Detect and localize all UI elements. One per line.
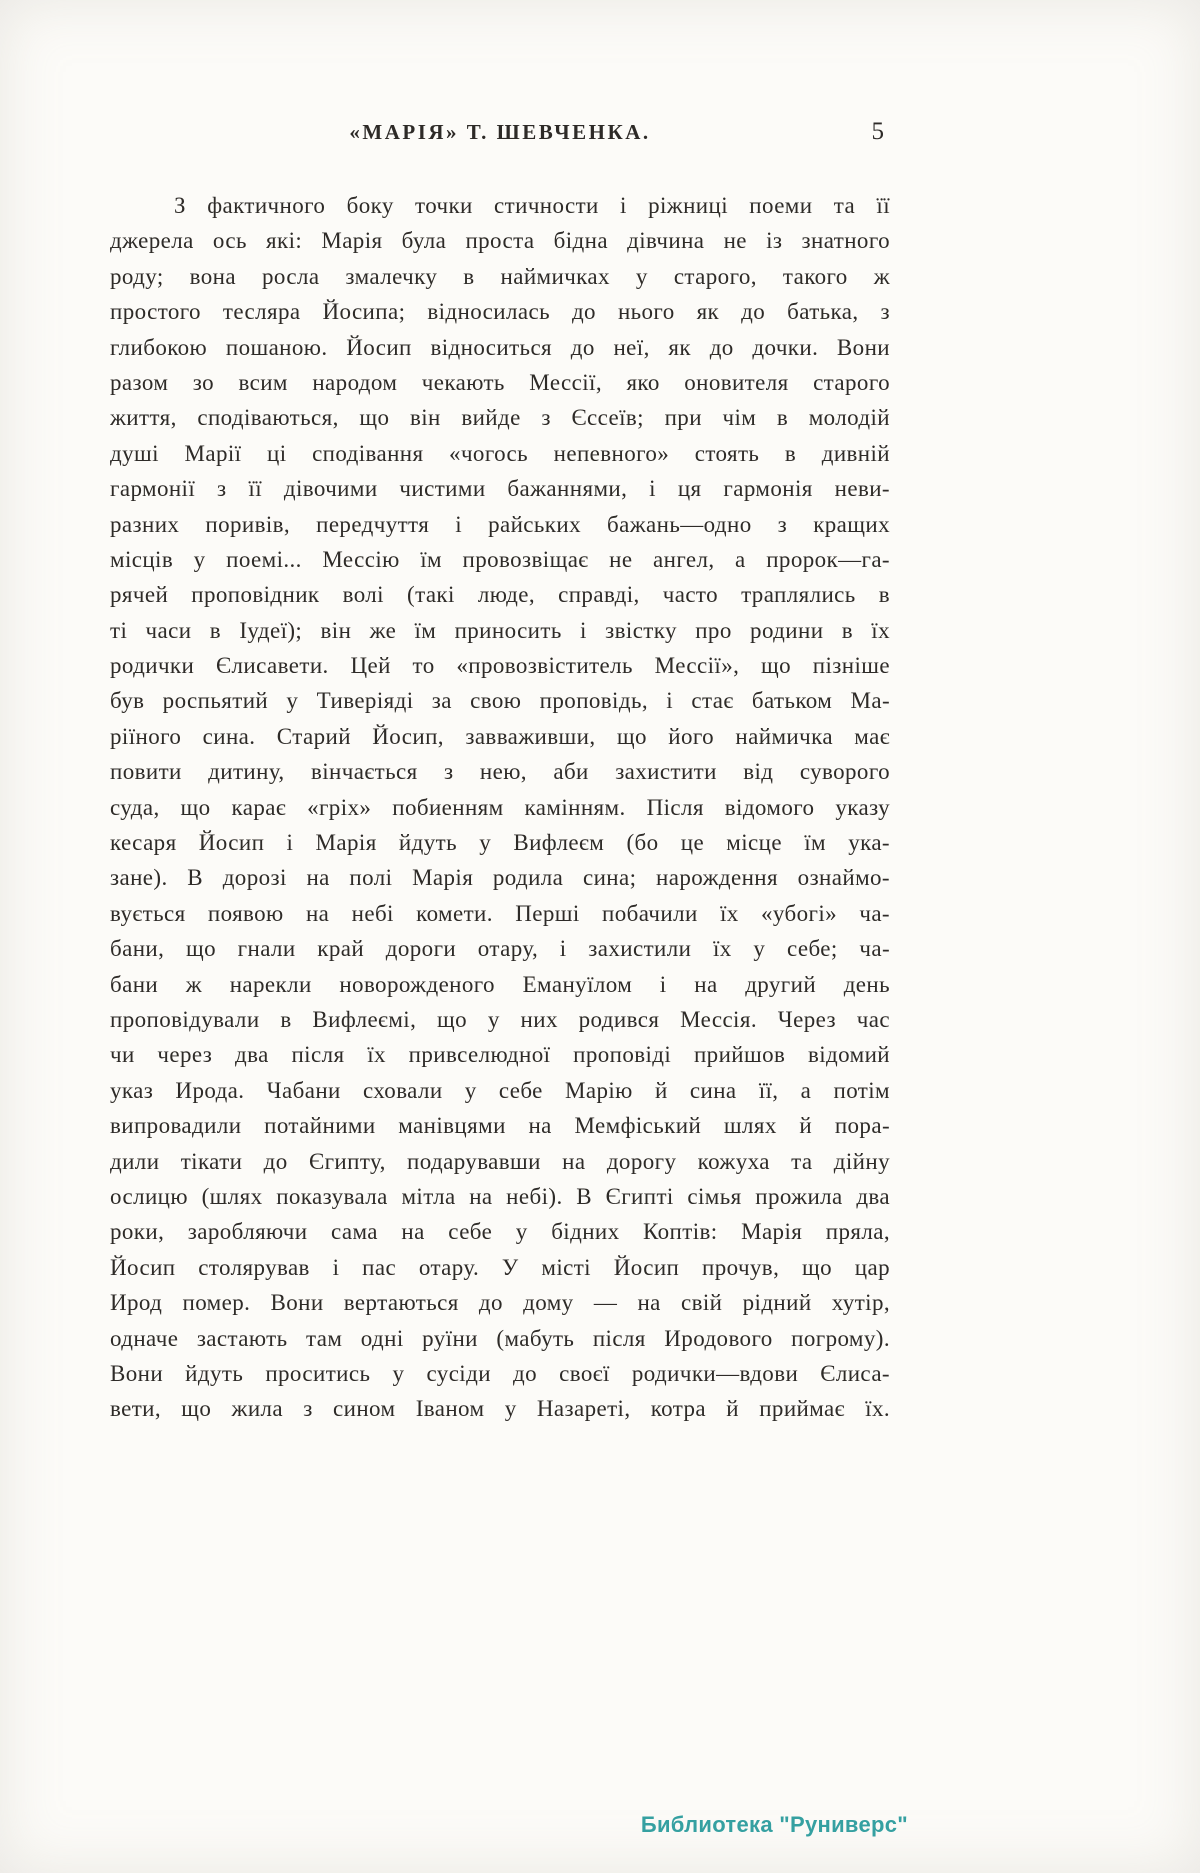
- text-line: кесаря Йосип і Марія йдуть у Вифлеєм (бо це місце їм ука-: [110, 830, 890, 856]
- running-title: «МАРІЯ» Т. ШЕВЧЕНКА.: [349, 120, 651, 144]
- text-line: ті часи в Іудеї); він же їм приносить і звістку про родини в їх: [110, 617, 890, 643]
- text-line: роду; вона росла змалечку в наймичках у старого, такого ж: [110, 263, 890, 289]
- text-line: рячей проповідник волі (такі люде, справді, часто траплялись в: [110, 582, 890, 608]
- page-header: [110, 118, 890, 158]
- text-line: роки, заробляючи сама на себе у бідних Коптів: Марія пряла,: [110, 1219, 890, 1245]
- page-number: 5: [871, 118, 884, 145]
- library-watermark: Библиотека "Руниверс": [640, 1812, 908, 1837]
- text-line: бани, що гнали край дороги отару, і захистили їх у себе; ча-: [110, 936, 890, 962]
- text-line: простого тесляра Йосипа; відносилась до нього як до батька, з: [110, 299, 890, 325]
- text-line: вети, що жила з сином Іваном у Назареті, котра й приймає їх.: [110, 1396, 890, 1422]
- text-line: бани ж нарекли новорожденого Емануїлом і на другий день: [110, 971, 890, 997]
- text-line: гармонії з її дівочими чистими бажаннями, і ця гармонія неви-: [110, 476, 890, 502]
- text-line: разом зо всим народом чекають Мессії, яко оновителя старого: [110, 369, 890, 395]
- text-line: Вони йдуть проситись у сусіди до своєї родички—вдови Єлиса-: [110, 1360, 890, 1386]
- text-line: указ Ирода. Чабани сховали у себе Марію й сина її, а потім: [110, 1077, 890, 1103]
- body-paragraph: [110, 188, 890, 1427]
- text-line: дили тікати до Єгипту, подарувавши на дорогу кожуха та дійну: [110, 1148, 890, 1174]
- text-line: життя, сподіваються, що він вийде з Єссеїв; при чім в молодій: [110, 405, 890, 431]
- text-line: Ирод помер. Вони вертаються до дому — на свій рідний хутір,: [110, 1290, 890, 1316]
- text-line: випровадили потайними манівцями на Мемфіський шлях й пора-: [110, 1113, 890, 1139]
- text-line: вується появою на небі комети. Перші побачили їх «убогі» ча-: [110, 900, 890, 926]
- text-line: чи через два після їх привселюдної проповіді прийшов відомий: [110, 1042, 890, 1068]
- text-line: ріїного сина. Старий Йосип, завваживши, що його наймичка має: [110, 723, 890, 749]
- text-line: глибокою пошаною. Йосип відноситься до неї, як до дочки. Вони: [110, 334, 890, 360]
- page-content: [110, 0, 890, 1427]
- text-line: місців у поемі... Мессію їм провозвіщає не ангел, а пророк—га-: [110, 546, 890, 572]
- text-line: був роспьятий у Тиверіяді за свою проповідь, і стає батьком Ма-: [110, 688, 890, 714]
- text-line: суда, що карає «гріх» побиенням камінням. Після відомого указу: [110, 794, 890, 820]
- text-line: одначе застають там одні руїни (мабуть після Иродового погрому).: [110, 1325, 890, 1351]
- text-line: разних поривів, передчуття і райських бажань—одно з кращих: [110, 511, 890, 537]
- text-line: зане). В дорозі на полі Марія родила сина; нарождення ознаймо-: [110, 865, 890, 891]
- text-line: Йосип столярував і пас отару. У місті Йосип прочув, що цар: [110, 1254, 890, 1280]
- text-line: родички Єлисавети. Цей то «провозвіститель Мессії», що пізніше: [110, 653, 890, 679]
- text-line: повити дитину, вінчається з нею, аби захистити від суворого: [110, 759, 890, 785]
- text-line: проповідували в Вифлеємі, що у них родився Мессія. Через час: [110, 1006, 890, 1032]
- text-line: джерела ось які: Марія була проста бідна дівчина не із знатного: [110, 228, 890, 254]
- text-line: душі Марії ці сподівання «чогось непевного» стоять в дивній: [110, 440, 890, 466]
- text-line: ослицю (шлях показувала мітла на небі). В Єгипті сімья прожила два: [110, 1183, 890, 1209]
- text-line: З фактичного боку точки стичности і ріжниці поеми та її: [174, 193, 890, 218]
